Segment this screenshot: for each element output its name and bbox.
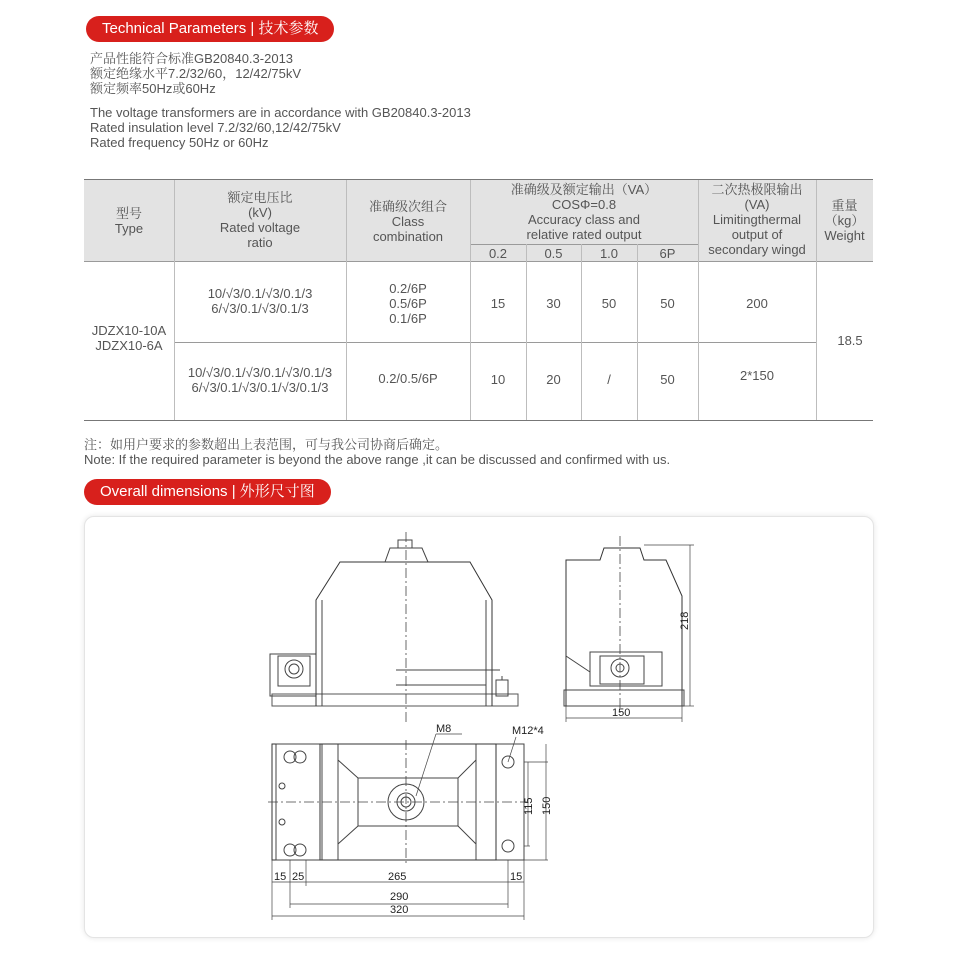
- header-sub-0-2: 0.2: [488, 246, 508, 261]
- note-cn: 注：如用户要求的参数超出上表范围，可与我公司协商后确定。: [84, 437, 449, 452]
- m8-leader: [416, 734, 436, 796]
- header-weight: 重量 （kg） Weight: [824, 198, 865, 243]
- overall-dimensions-title: Overall dimensions | 外形尺寸图: [84, 479, 331, 505]
- side-elevation: [564, 536, 694, 722]
- label-218: 218: [679, 611, 691, 630]
- row1-v05: 30: [546, 296, 561, 311]
- intro-en-line-3: Rated frequency 50Hz or 60Hz: [90, 135, 269, 150]
- front-elevation: [270, 532, 518, 722]
- technical-parameters-title: Technical Parameters | 技术参数: [86, 16, 334, 42]
- intro-cn-line-1: 产品性能符合标准GB20840.3-2013: [90, 51, 294, 66]
- header-type: 型号 Type: [114, 206, 144, 236]
- row2-class: 0.2/0.5/6P: [378, 371, 438, 386]
- intro-cn-line-3: 额定频率50Hz或60Hz: [90, 81, 216, 96]
- weight-value: 18.5: [837, 333, 863, 348]
- label-320: 320: [390, 904, 409, 916]
- header-accuracy-output: 准确级及额定输出（VA） COSΦ=0.8 Accuracy class and relative rated output: [510, 182, 658, 242]
- row2-ratio: 10/√3/0.1/√3/0.1/√3/0.1/3 6/√3/0.1/√3/0.1/√3/0.1/3: [187, 365, 333, 395]
- intro-en-line-2: Rated insulation level 7.2/32/60,12/42/75kV: [90, 120, 341, 135]
- side-bracket: [590, 652, 662, 686]
- front-terminal-bolt-inner: [289, 664, 299, 674]
- front-top-cap: [385, 548, 428, 562]
- row2-v10: /: [607, 372, 611, 387]
- label-25: 25: [292, 871, 305, 883]
- plan-mount-hole-br: [502, 840, 514, 852]
- label-150-plan: 150: [541, 796, 553, 815]
- row2-v6p: 50: [660, 372, 675, 387]
- plan-chamfer-bottom: [338, 826, 476, 844]
- plan-small-hole-2: [279, 819, 285, 825]
- side-terminal-box: [600, 656, 644, 684]
- side-body-outline: [566, 548, 682, 706]
- note-en: Note: If the required parameter is beyond the above range ,it can be discussed and confirmed with us.: [84, 452, 671, 467]
- label-290: 290: [390, 891, 409, 903]
- label-m12: M12*4: [512, 725, 544, 737]
- label-15-right: 15: [510, 871, 523, 883]
- row2-v05: 20: [546, 372, 561, 387]
- header-sub-6p: 6P: [659, 246, 676, 261]
- header-limiting-output: 二次热极限输出 (VA) Limitingthermal output of secondary wingd: [708, 182, 806, 257]
- label-150-side: 150: [612, 707, 631, 719]
- label-m8: M8: [436, 723, 452, 735]
- label-115: 115: [523, 797, 535, 815]
- row2-limiting: 2*150: [740, 368, 774, 383]
- front-terminal-bolt-outer: [285, 660, 303, 678]
- row1-v10: 50: [601, 296, 617, 311]
- row1-v6p: 50: [660, 296, 675, 311]
- label-265: 265: [388, 871, 407, 883]
- front-top-terminal: [398, 540, 412, 548]
- row1-class: 0.2/6P 0.5/6P 0.1/6P: [389, 281, 427, 326]
- front-body-outline: [316, 562, 492, 706]
- row1-limiting: 200: [746, 296, 768, 311]
- plan-chamfer-top: [338, 760, 476, 778]
- intro-en-line-1: The voltage transformers are in accordance with GB20840.3-2013: [90, 105, 471, 120]
- header-sub-0-5: 0.5: [544, 246, 563, 261]
- row1-ratio: 10/√3/0.1/√3/0.1/3 6/√3/0.1/√3/0.1/3: [207, 286, 313, 316]
- intro-cn-line-2: 额定绝缘水平7.2/32/60，12/42/75kV: [90, 66, 301, 81]
- row1-v02: 15: [490, 296, 506, 311]
- plan-small-hole-1: [279, 783, 285, 789]
- label-15-left: 15: [274, 871, 287, 883]
- side-cable: [566, 656, 590, 672]
- header-sub-1-0: 1.0: [599, 246, 619, 261]
- row2-v02: 10: [490, 372, 506, 387]
- header-rated-voltage-ratio: 额定电压比 (kV) Rated voltage ratio: [219, 190, 301, 250]
- m12-leader: [508, 737, 516, 762]
- side-base: [564, 690, 684, 706]
- header-class-combination: 准确级次组合 Class combination: [368, 199, 447, 244]
- type-value: JDZX10-10A JDZX10-6A: [91, 323, 167, 353]
